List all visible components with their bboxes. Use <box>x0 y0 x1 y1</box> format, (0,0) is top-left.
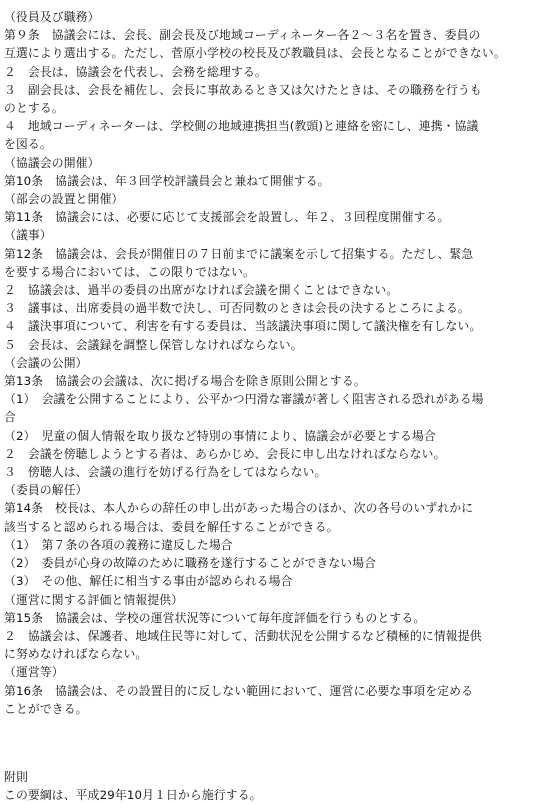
article-line: 第14条 校長は、本人からの辞任の申し出があった場合のほか、次の各号のいずれかに <box>4 501 474 516</box>
text-line: 第９条 協議会には、会長、副会長及び地域コーディネーター各２～３名を置き、委員の <box>4 28 481 43</box>
section-heading: （運営に関する評価と情報提供） <box>4 592 184 607</box>
section-heading: （会議の公開） <box>4 355 88 370</box>
text-line: ３ 議事は、出席委員の過半数で決し、可否同数のときは会長の決するところによる。 <box>4 301 470 316</box>
text-line: ３ 傍聴人は、会議の進行を妨げる行為をしてはならない。 <box>4 465 327 480</box>
text-line: 互選により選出する。ただし、菅原小学校の校長及び教職員は、会長となることができない。 <box>4 46 506 61</box>
text-line: を図る。 <box>4 137 52 152</box>
section-heading: （運営等） <box>4 665 64 680</box>
text-line: ２ 会議を傍聴しようとする者は、あらかじめ、会長に申し出なければならない。 <box>4 446 446 461</box>
text-line: のとする。 <box>4 101 64 116</box>
text-line: この要綱は、平成29年10月１日から施行する。 <box>4 788 262 803</box>
text-line: ４ 地域コーディネーターは、学校側の地域連携担当(教頭)と連絡を密にし、連携・協議 <box>4 119 479 134</box>
section-heading: （役員及び職務） <box>4 10 100 24</box>
text-line: ４ 議決事項について、利害を有する委員は、当該議決事項に関して議決権を有しない。 <box>4 319 482 334</box>
text-line: 合 <box>4 410 16 425</box>
section-heading: （部会の設置と開催） <box>4 192 124 207</box>
article-line: 第15条 協議会は、学校の運営状況等について毎年度評価を行うものとする。 <box>4 610 426 625</box>
text-line: ３ 副会長は、会長を補佐し、会長に事故あるとき又は欠けたときは、その職務を行うも <box>4 82 482 97</box>
article-line: 第13条 協議会の会議は、次に掲げる場合を除き原則公開とする。 <box>4 374 366 389</box>
text-line: ことができる。 <box>4 701 88 716</box>
text-line: ２ 協議会は、保護者、地域住民等に対して、活動状況を公開するなど積極的に情報提供 <box>4 628 482 643</box>
article-line: 第16条 協議会は、その設置目的に反しない範囲において、運営に必要な事項を定める <box>4 683 474 698</box>
supplementary-heading: 附則 <box>4 769 28 784</box>
text-line: ２ 会長は、協議会を代表し、会務を総理する。 <box>4 64 267 79</box>
text-line: （3） その他、解任に相当する事由が認められる場合 <box>4 574 293 589</box>
section-heading: （委員の解任） <box>4 483 88 498</box>
article-line: 第11条 協議会には、必要に応じて支援部会を設置し、年２、３回程度開催する。 <box>4 210 450 225</box>
blank-line <box>4 734 548 752</box>
text-line: ５ 会長は、会議録を調整し保管しなければならない。 <box>4 337 303 352</box>
article-line: 第10条 協議会は、年３回学校評議員会と兼ねて開催する。 <box>4 173 330 188</box>
text-line: に努めなければならない。 <box>4 647 148 662</box>
article-line: 第12条 協議会は、会長が開催日の７日前までに議案を示して招集する。ただし、緊急 <box>4 246 474 261</box>
text-line: （1） 第７条の各項の義務に違反した場合 <box>4 537 233 552</box>
text-line: を要する場合においては、この限りではない。 <box>4 264 255 279</box>
text-line: （1） 会議を公開することにより、公平かつ円滑な審議が著しく阻害される恐れがある場 <box>4 392 484 407</box>
section-heading: （議事） <box>4 228 52 243</box>
section-heading: （協議会の開催） <box>4 155 100 170</box>
text-line: （2） 委員が心身の故障のために職務を遂行することができない場合 <box>4 556 377 571</box>
document-body <box>4 8 548 804</box>
text-line: （2） 児童の個人情報を取り扱など特別の事情により、協議会が必要とする場合 <box>4 428 436 443</box>
text-line: 該当すると認められる場合は、委員を解任することができる。 <box>4 519 339 534</box>
text-line: ２ 協議会は、過半の委員の出席がなければ会議を開くことはできない。 <box>4 283 399 298</box>
